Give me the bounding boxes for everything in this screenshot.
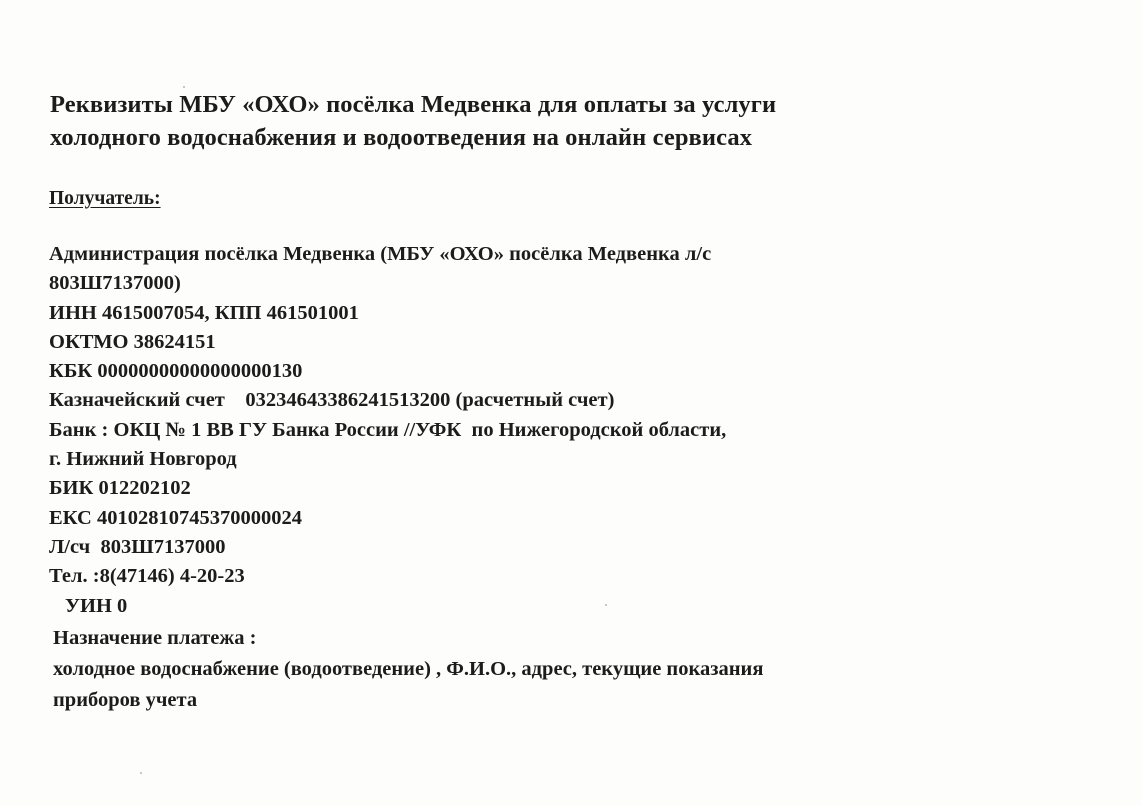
title-line-2: холодного водоснабжения и водоотведения на онлайн сервисах bbox=[50, 124, 753, 151]
scan-speck bbox=[183, 86, 185, 88]
recipient-name-line-1: Администрация посёлка Медвенка (МБУ «ОХО» посёлка Медвенка л/с bbox=[49, 243, 712, 265]
uin: УИН 0 bbox=[65, 594, 128, 617]
bank-line-1: Банк : ОКЦ № 1 ВВ ГУ Банка России //УФК по Нижегородской области, bbox=[49, 418, 727, 441]
title-line-1: Реквизиты МБУ «ОХО» посёлка Медвенка для оплаты за услуги bbox=[50, 91, 777, 118]
purpose-line-2: приборов учета bbox=[53, 689, 198, 711]
recipient-name-line-2: 803Ш7137000) bbox=[49, 272, 181, 295]
payment-purpose-heading: Назначение платежа : bbox=[53, 627, 257, 649]
purpose-line-1: холодное водоснабжение (водоотведение) , Ф.И.О., адрес, текущие показания bbox=[53, 658, 764, 680]
recipient-details bbox=[49, 240, 1109, 621]
recipient-heading: Получатель: bbox=[49, 188, 161, 209]
bank-line-2: г. Нижний Новгород bbox=[49, 448, 237, 471]
inn-kpp: ИНН 4615007054, КПП 461501001 bbox=[49, 301, 359, 324]
payment-purpose-text bbox=[53, 654, 1113, 716]
scan-speck bbox=[605, 604, 607, 606]
document-title bbox=[50, 88, 1110, 154]
kbk: КБК 00000000000000000130 bbox=[49, 360, 303, 383]
scan-speck bbox=[140, 772, 142, 774]
eks: ЕКС 40102810745370000024 bbox=[49, 506, 302, 529]
bik: БИК 012202102 bbox=[49, 477, 191, 500]
personal-account: Л/сч 803Ш7137000 bbox=[49, 535, 226, 558]
treasury-account: Казначейский счет 03234643386241513200 (расчетный счет) bbox=[49, 389, 615, 412]
phone: Тел. :8(47146) 4-20-23 bbox=[49, 565, 245, 588]
oktmo: ОКТМО 38624151 bbox=[49, 330, 216, 353]
